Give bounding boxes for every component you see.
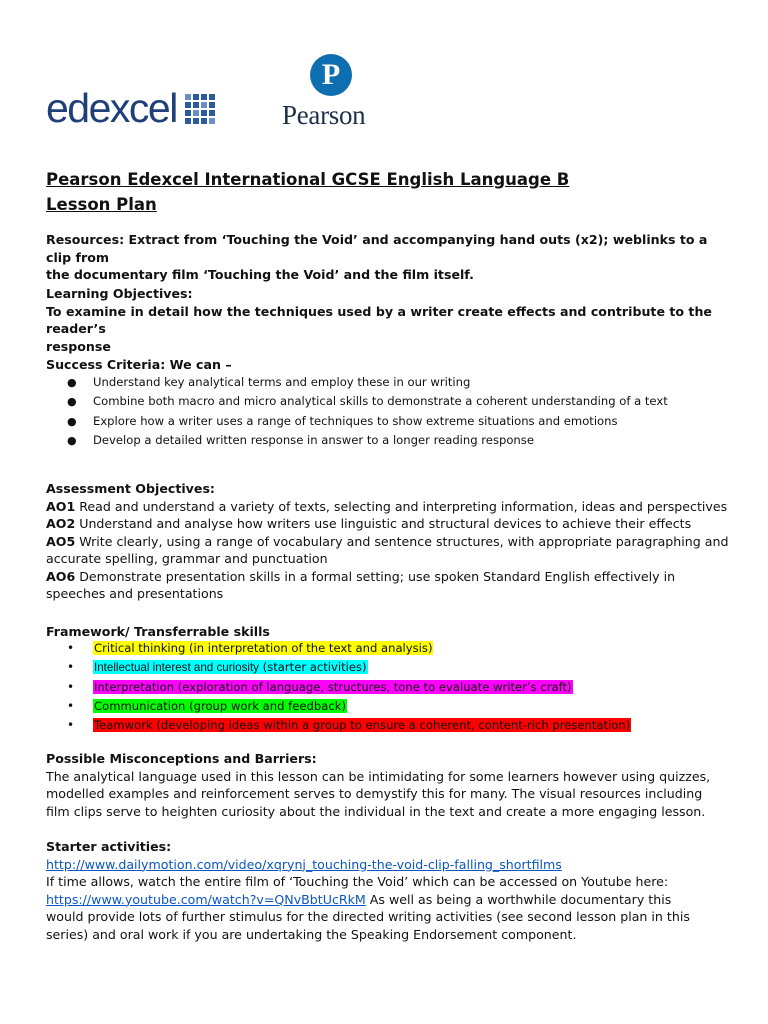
misconceptions-line-2: modelled examples and reinforcement serves to demystify this for many. The visual resources including [46,786,703,801]
starter-line-3: would provide lots of further stimulus for the directed writing activities (see second lesson plan in this [46,909,690,924]
success-criteria-heading: Success Criteria: We can – [46,357,232,372]
framework-heading: Framework/ Transferrable skills [46,624,270,639]
list-item [46,639,746,658]
bullet-icon: ● [67,414,77,428]
list-item [46,678,746,697]
skill-highlight-red: Teamwork (developing ideas within a group to ensure a coherent, content-rich presentation) [94,718,631,733]
list-item: ● Explore how a writer uses a range of techniques to show extreme situations and emotions [46,412,746,431]
learning-objectives-line-2: response [46,338,111,354]
list-item: ● Combine both macro and micro analytical skills to demonstrate a coherent understanding of a text [46,392,746,411]
edexcel-logo-text: edexcel [46,85,177,131]
bullet-icon: ● [67,395,77,409]
ao5-line: AO5 Write clearly, using a range of vocabulary and sentence structures, with appropriate paragraphing and [46,533,729,549]
bullet-icon: • [67,660,75,675]
misconceptions-line-1: The analytical language used in this lesson can be intimidating for some learners however using quizzes, [46,768,711,784]
framework-list [46,639,746,735]
ao6-line-cont: speeches and presentations [46,586,224,601]
learning-objectives-section [46,285,736,355]
bullet-icon: • [67,718,75,733]
starter-activities-heading: Starter activities: [46,839,172,854]
bullet-icon: • [67,698,75,713]
ao1-line: AO1 Read and understand a variety of texts, selecting and interpreting information, ideas and perspectives [46,498,728,514]
pearson-logo-text: Pearson [282,100,366,130]
skill-highlight-magenta: Interpretation (exploration of language, structures, tone to evaluate writer’s craft) [94,679,572,694]
title-line-1: Pearson Edexcel International GCSE English Language B [46,170,570,189]
starter-line-4: series) and oral work if you are undertaking the Speaking Endorsement component. [46,926,577,942]
ao6-line: AO6 Demonstrate presentation skills in a formal setting; use spoken Standard English effectively in [46,568,676,584]
assessment-objectives-section [46,480,736,603]
list-item [46,658,746,677]
misconceptions-section [46,750,736,820]
ao2-line: AO2 Understand and analyse how writers use linguistic and structural devices to achieve their effects [46,516,692,531]
resources-line-1: Resources: Extract from ‘Touching the Void’ and accompanying hand outs (x2); weblinks to a clip from [46,232,708,265]
bullet-icon: ● [67,433,77,447]
pearson-p-icon: P [310,54,352,96]
learning-objectives-line-1: To examine in detail how the techniques used by a writer create effects and contribute to the reader’s [46,303,712,336]
title-line-2: Lesson Plan [46,195,157,214]
starter-line-2: https://www.youtube.com/watch?v=QNvBbtUcRkM As well as being a worthwhile documentary this [46,891,672,907]
list-item [46,697,746,716]
youtube-link[interactable]: https://www.youtube.com/watch?v=QNvBbtUcRkM [46,891,366,907]
skill-highlight-cyan: Intellectual interest and curiosity (starter activities) [94,660,367,675]
edexcel-grid-icon [185,94,215,124]
bullet-icon: • [67,641,75,655]
skill-highlight-green: Communication (group work and feedback) [94,698,346,713]
starter-activities-section [46,838,736,943]
bullet-icon: ● [67,376,77,389]
success-criteria-list [46,373,746,450]
skill-highlight-yellow: Critical thinking (in interpretation of the text and analysis) [94,641,433,655]
list-item: ● Develop a detailed written response in answer to a longer reading response [46,431,746,450]
learning-objectives-heading: Learning Objectives: [46,286,193,301]
list-item: ● Understand key analytical terms and employ these in our writing [46,373,746,392]
assessment-objectives-heading: Assessment Objectives: [46,481,215,496]
resources-line-2: the documentary film ‘Touching the Void’ and the film itself. [46,267,474,282]
misconceptions-line-3: film clips serve to heighten curiosity about the individual in the text and create a more engaging lesson. [46,803,706,819]
resources-section [46,231,736,284]
starter-line-1: If time allows, watch the entire film of ‘Touching the Void’ which can be accessed on Youtube here: [46,874,669,889]
pearson-logo [278,48,390,136]
ao5-line-cont: accurate spelling, grammar and punctuation [46,551,328,566]
bullet-icon: • [67,679,75,694]
page-title [46,167,569,217]
edexcel-logo [46,85,215,131]
misconceptions-heading: Possible Misconceptions and Barriers: [46,751,317,766]
list-item [46,716,746,735]
dailymotion-link[interactable]: http://www.dailymotion.com/video/xqrynj_touching-the-void-clip-falling_shortfilms [46,856,562,872]
